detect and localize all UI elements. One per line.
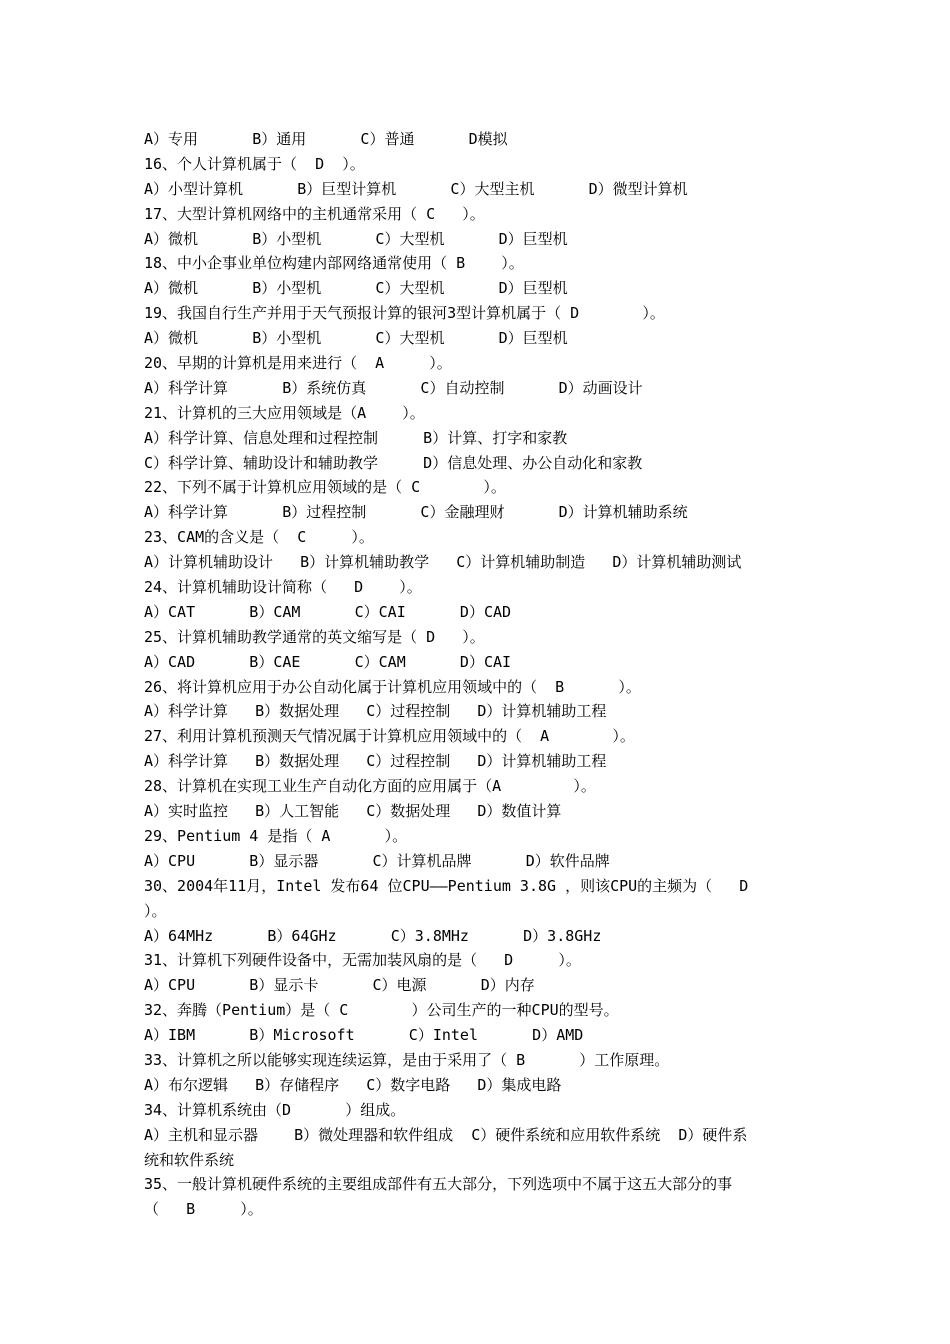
- text-line: A）微机 B）小型机 C）大型机 D）巨型机: [144, 229, 568, 248]
- text-line: A）微机 B）小型机 C）大型机 D）巨型机: [144, 279, 568, 298]
- text-line: 28、计算机在实现工业生产自动化方面的应用属于（A ）。: [144, 777, 596, 796]
- text-line: A）计算机辅助设计 B）计算机辅助教学 C）计算机辅助制造 D）计算机辅助测试: [144, 553, 742, 572]
- text-line: 21、计算机的三大应用领域是（A ）。: [144, 403, 425, 422]
- text-line: A）IBM B）Microsoft C）Intel D）AMD: [144, 1026, 584, 1045]
- text-line: （ B ）。: [144, 1200, 263, 1219]
- text-line: 33、计算机之所以能够实现连续运算，是由于采用了（ B ）工作原理。: [144, 1050, 670, 1069]
- text-line: 20、早期的计算机是用来进行（ A ）。: [144, 354, 452, 373]
- text-line: 24、计算机辅助设计简称（ D ）。: [144, 578, 422, 597]
- text-line: A）小型计算机 B）巨型计算机 C）大型主机 D）微型计算机: [144, 179, 688, 198]
- text-line: A）布尔逻辑 B）存储程序 C）数字电路 D）集成电路: [144, 1075, 562, 1094]
- text-line: A）CPU B）显示卡 C）电源 D）内存: [144, 976, 535, 995]
- text-line: 16、个人计算机属于（ D ）。: [144, 154, 365, 173]
- text-line: A）科学计算 B）系统仿真 C）自动控制 D）动画设计: [144, 378, 643, 397]
- text-line: A）CPU B）显示器 C）计算机品牌 D）软件品牌: [144, 851, 610, 870]
- text-line: A）科学计算、信息处理和过程控制 B）计算、打字和家教: [144, 428, 568, 447]
- text-line: 34、计算机系统由（D ）组成。: [144, 1100, 406, 1119]
- text-line: 29、Pentium 4 是指（ A ）。: [144, 826, 408, 845]
- text-line: 22、下列不属于计算机应用领域的是（ C ）。: [144, 478, 506, 497]
- text-line: 31、计算机下列硬件设备中，无需加装风扇的是（ D ）。: [144, 951, 581, 970]
- text-line: 17、大型计算机网络中的主机通常采用（ C ）。: [144, 204, 485, 223]
- text-line: A）CAT B）CAM C）CAI D）CAD: [144, 602, 512, 621]
- text-line: A）科学计算 B）数据处理 C）过程控制 D）计算机辅助工程: [144, 752, 607, 771]
- text-line: A）科学计算 B）过程控制 C）金融理财 D）计算机辅助系统: [144, 503, 688, 522]
- text-line: A）主机和显示器 B）微处理器和软件组成 C）硬件系统和应用软件系统 D）硬件系: [144, 1125, 748, 1144]
- text-line: A）专用 B）通用 C）普通 D模拟: [144, 130, 508, 148]
- text-line: A）科学计算 B）数据处理 C）过程控制 D）计算机辅助工程: [144, 702, 607, 721]
- text-line: A）实时监控 B）人工智能 C）数据处理 D）数值计算: [144, 802, 562, 821]
- text-line: 32、奔腾（Pentium）是（ C ）公司生产的一种CPU的型号。: [144, 1001, 619, 1020]
- text-line: 23、CAM的含义是（ C ）。: [144, 528, 374, 547]
- text-line: 35、一般计算机硬件系统的主要组成部件有五大部分，下列选项中不属于这五大部分的事: [144, 1175, 733, 1194]
- text-line: 统和软件系统: [144, 1150, 235, 1169]
- text-line: A）CAD B）CAE C）CAM D）CAI: [144, 652, 512, 671]
- text-line: 26、将计算机应用于办公自动化属于计算机应用领域中的（ B ）。: [144, 677, 641, 696]
- text-line: 18、中小企事业单位构建内部网络通常使用（ B ）。: [144, 254, 524, 273]
- text-line: 19、我国自行生产并用于天气预报计算的银河3型计算机属于（ D ）。: [144, 304, 665, 323]
- document-body: [144, 127, 814, 1222]
- text-line: C）科学计算、辅助设计和辅助教学 D）信息处理、办公自动化和家教: [144, 453, 643, 472]
- text-line: ）。: [144, 901, 167, 920]
- text-line: 25、计算机辅助教学通常的英文缩写是（ D ）。: [144, 627, 485, 646]
- text-line: 27、利用计算机预测天气情况属于计算机应用领域中的（ A ）。: [144, 727, 635, 746]
- text-line: 30、2004年11月，Intel 发布64 位CPU——Pentium 3.8G ，则该CPU的主频为（ D: [144, 876, 749, 895]
- text-line: A）64MHz B）64GHz C）3.8MHz D）3.8GHz: [144, 926, 602, 945]
- text-line: A）微机 B）小型机 C）大型机 D）巨型机: [144, 329, 568, 348]
